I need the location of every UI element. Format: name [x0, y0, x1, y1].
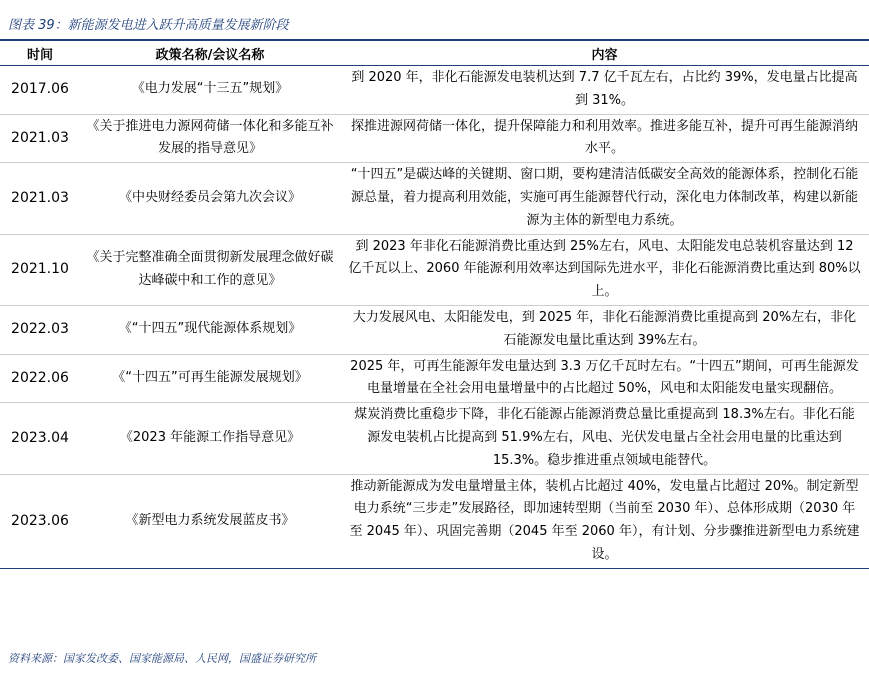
row-content: 2025 年，可再生能源年发电量达到 3.3 万亿千瓦时左右。“十四五”期间，可再生能源发电量增量在全社会用电量增量中的占比超过 50%，风电和太阳能发电量实现翻倍。 [340, 354, 869, 403]
policy-table [0, 41, 869, 569]
table-row [0, 163, 869, 234]
row-date: 2022.06 [0, 354, 80, 403]
row-policy: 《新型电力系统发展蓝皮书》 [80, 474, 340, 568]
table-row [0, 403, 869, 474]
row-date: 2021.10 [0, 234, 80, 305]
table-row [0, 354, 869, 403]
table-row [0, 305, 869, 354]
table-row [0, 474, 869, 568]
row-date: 2021.03 [0, 114, 80, 163]
header-policy: 政策名称/会议名称 [80, 41, 340, 66]
row-content: 推动新能源成为发电量增量主体，装机占比超过 40%，发电量占比超过 20%。制定新型电力系统“三步走”发展路径，即加速转型期（当前至 2030 年）、总体形成期（2030 年至 2045 年）、巩固完善期（2045 年至 2060 年），有计划、分步骤推进新型电力系统建设。 [340, 474, 869, 568]
row-date: 2017.06 [0, 66, 80, 115]
row-content: 到 2020 年，非化石能源发电装机达到 7.7 亿千瓦左右，占比约 39%，发电量占比提高到 31%。 [340, 66, 869, 115]
row-policy: 《2023 年能源工作指导意见》 [80, 403, 340, 474]
row-date: 2021.03 [0, 163, 80, 234]
figure-title: 图表 39：新能源发电进入跃升高质量发展新阶段 [8, 18, 289, 33]
row-date: 2023.06 [0, 474, 80, 568]
row-policy: 《中央财经委员会第九次会议》 [80, 163, 340, 234]
row-policy: 《“十四五”可再生能源发展规划》 [80, 354, 340, 403]
row-policy: 《关于推进电力源网荷储一体化和多能互补发展的指导意见》 [80, 114, 340, 163]
row-policy: 《电力发展“十三五”规划》 [80, 66, 340, 115]
table-row [0, 234, 869, 305]
row-content: 探推进源网荷储一体化，提升保障能力和利用效率。推进多能互补，提升可再生能源消纳水平。 [340, 114, 869, 163]
table-row [0, 114, 869, 163]
header-content: 内容 [340, 41, 869, 66]
header-time: 时间 [0, 41, 80, 66]
row-policy: 《关于完整准确全面贯彻新发展理念做好碳达峰碳中和工作的意见》 [80, 234, 340, 305]
row-content: 煤炭消费比重稳步下降，非化石能源占能源消费总量比重提高到 18.3%左右。非化石能源发电装机占比提高到 51.9%左右，风电、光伏发电量占全社会用电量的比重达到 15.3%。稳步推进重点领域电能替代。 [340, 403, 869, 474]
row-date: 2022.03 [0, 305, 80, 354]
row-policy: 《“十四五”现代能源体系规划》 [80, 305, 340, 354]
row-content: “十四五”是碳达峰的关键期、窗口期，要构建清洁低碳安全高效的能源体系，控制化石能源总量，着力提高利用效能，实施可再生能源替代行动，深化电力体制改革，构建以新能源为主体的新型电力系统。 [340, 163, 869, 234]
row-content: 大力发展风电、太阳能发电，到 2025 年，非化石能源消费比重提高到 20%左右，非化石能源发电量比重达到 39%左右。 [340, 305, 869, 354]
header-row [0, 41, 869, 66]
row-content: 到 2023 年非化石能源消费比重达到 25%左右，风电、太阳能发电总装机容量达到 12 亿千瓦以上、2060 年能源利用效率达到国际先进水平，非化石能源消费比重达到 80%以上。 [340, 234, 869, 305]
table-row [0, 66, 869, 115]
source-note: 资料来源：国家发改委、国家能源局、人民网，国盛证券研究所 [8, 652, 316, 665]
row-date: 2023.04 [0, 403, 80, 474]
